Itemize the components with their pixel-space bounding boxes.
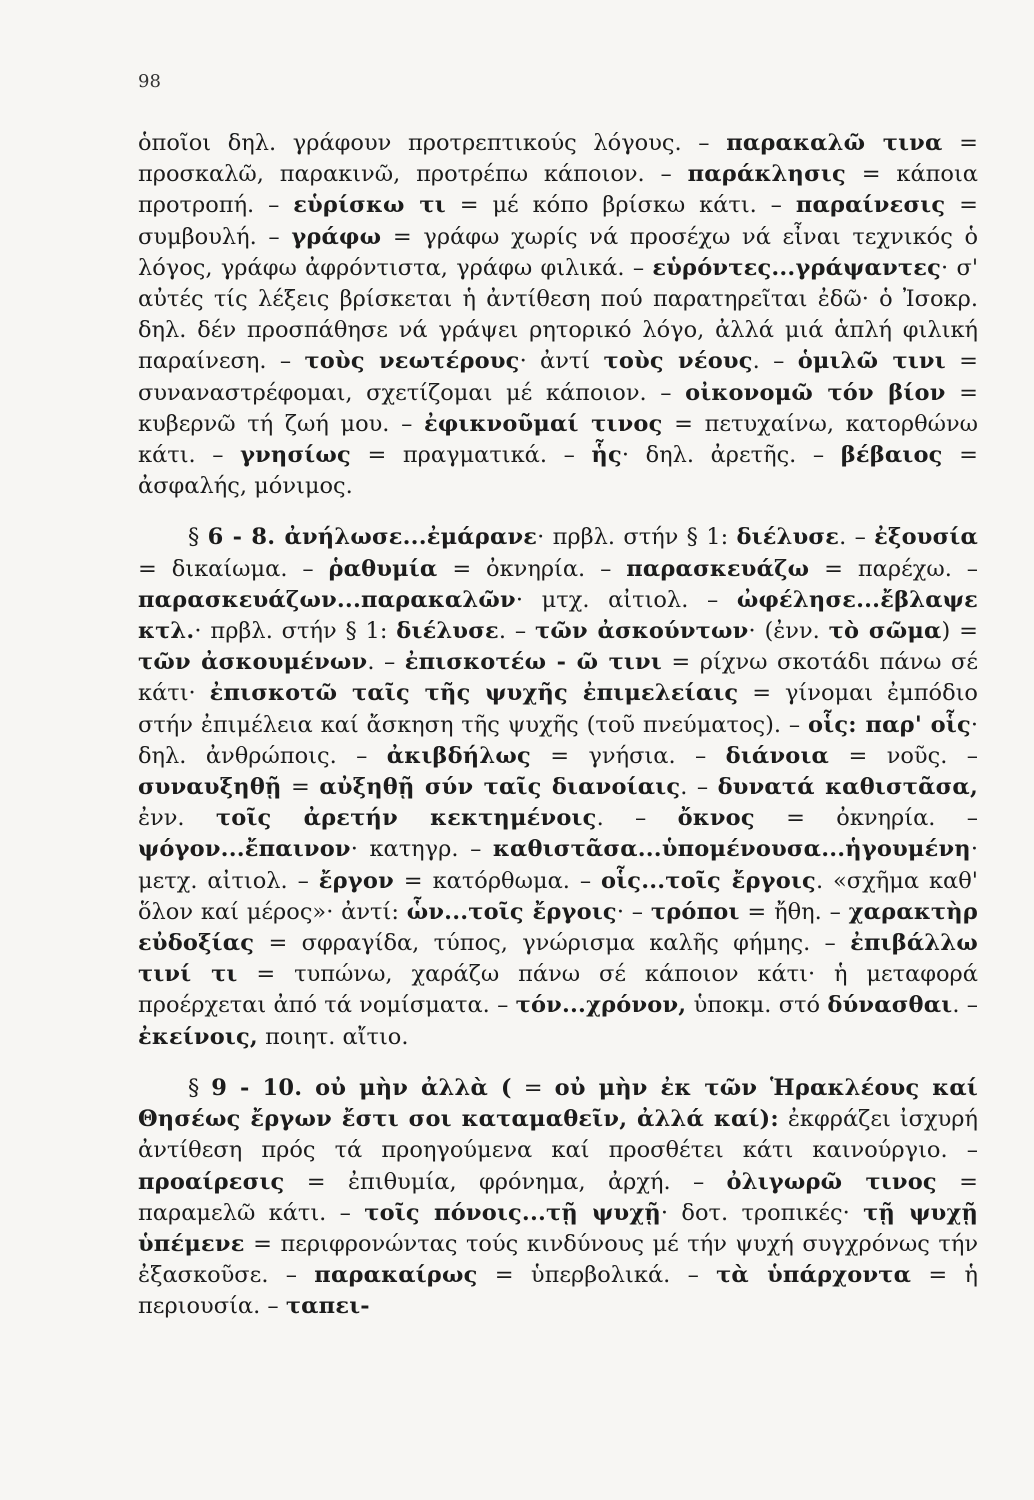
lemma-term: τοῖς ἀρετήν κεκτημένοις <box>215 805 597 832</box>
gloss-text: = περιφρονώντας τούς κινδύνους μέ τήν ψυχή συγχρόνως τήν ἐξασκοῦσε. – <box>138 1230 978 1289</box>
lemma-term: δύνασθαι <box>827 992 953 1019</box>
paragraph <box>138 522 978 1052</box>
gloss-text: · δηλ. ἀρετῆς. – <box>621 442 841 469</box>
lemma-term: τοὺς νέους <box>603 348 753 375</box>
gloss-text: = δικαίωμα. – <box>138 555 329 582</box>
lemma-term: ὁμιλῶ τινι <box>797 348 946 375</box>
gloss-text: · κατηγρ. – <box>350 836 493 863</box>
lemma-term: παρασκευάζω <box>626 555 810 582</box>
lemma-term: αὐξηθῇ σύν ταῖς διανοίαις <box>319 774 681 801</box>
lemma-term: συναυξηθῇ <box>138 774 282 801</box>
lemma-term: χαρακτὴρ εὐδοξίας <box>138 898 978 957</box>
lemma-term: παρακαλῶ τινα <box>726 130 943 156</box>
lemma-term: τῇ ψυχῇ ὑπέμενε <box>138 1199 979 1257</box>
gloss-text: = νοῦς. – <box>829 742 979 769</box>
page-number: 98 <box>138 71 161 92</box>
lemma-term: παράκλησις <box>687 161 846 188</box>
gloss-text: = προσκαλῶ, παρακινῶ, προτρέπω κάποιον. – <box>138 130 978 188</box>
lemma-term: ἀκιβδήλως <box>386 742 531 769</box>
gloss-text: . – <box>367 649 405 676</box>
gloss-text: = συναναστρέφομαι, σχετίζομαι μέ κάποιον. – <box>138 348 978 406</box>
gloss-text: ὑποκμ. στό <box>686 992 828 1019</box>
gloss-text: = <box>511 1074 555 1101</box>
lemma-term: τόν...χρόνον, <box>515 992 687 1019</box>
gloss-text: = τυπώνω, χαράζω πάνω σέ κάποιον κάτι· ἡ μεταφορά προέρχεται ἀπό τά νομίσματα. – <box>138 961 978 1019</box>
lemma-term: δυνατά καθιστᾶσα, <box>717 774 978 801</box>
gloss-text: = πραγματικά. – <box>350 442 592 469</box>
gloss-text: = παραμελῶ κάτι. – <box>138 1168 978 1226</box>
gloss-text: = κυβερνῶ τή ζωή μου. – <box>138 379 978 437</box>
gloss-text: = μέ κόπο βρίσκω κάτι. – <box>445 192 796 219</box>
gloss-text: ἐνν. <box>138 805 216 832</box>
gloss-text: = <box>281 774 320 801</box>
gloss-text: = ρίχνω σκοτάδι πάνω σέ κάτι· <box>138 649 978 707</box>
gloss-text: ἐκφράζει ἰσχυρή ἀντίθεση πρός τά προηγούμενα καί προσθέτει κάτι καινούργιο. – <box>138 1106 978 1164</box>
lemma-term: καθιστᾶσα...ὑπομένουσα...ἡγουμένη <box>492 836 971 863</box>
gloss-text: = ἡ περιουσία. – <box>138 1262 979 1320</box>
gloss-text: . – <box>498 618 535 645</box>
gloss-text: · μτχ. αἰτιολ. – <box>515 586 737 613</box>
gloss-text: . «σχῆμα καθ' ὅλον καί μέρος»· ἀντί: <box>138 867 978 925</box>
gloss-text: . – <box>752 348 798 375</box>
lemma-term: ἐξουσία <box>874 524 978 551</box>
lemma-term: ἔργον <box>318 867 394 894</box>
gloss-text: = κατόρθωμα. – <box>393 867 602 894</box>
gloss-text: = ἐπιθυμία, φρόνημα, ἀρχή. – <box>284 1168 727 1195</box>
gloss-text: · δοτ. τροπικές· <box>660 1199 864 1226</box>
gloss-text: = συμβουλή. – <box>138 192 978 250</box>
lemma-term: διέλυσε <box>736 524 840 551</box>
lemma-term: ὀλιγωρῶ τινος <box>726 1168 937 1195</box>
lemma-term: ἐπισκοτῶ ταῖς τῆς ψυχῆς ἐπιμελείαις <box>209 680 739 707</box>
gloss-text: = ὀκνηρία. – <box>437 555 627 582</box>
gloss-text: § <box>188 1074 212 1101</box>
gloss-text: · – <box>616 898 651 925</box>
gloss-text: . – <box>839 524 875 551</box>
lemma-term: ταπει- <box>285 1293 370 1320</box>
lemma-term: τῶν ἀσκουμένων <box>138 649 368 676</box>
lemma-term: 6 - 8. ἀνήλωσε...ἐμάρανε <box>207 524 538 551</box>
gloss-text: . – <box>680 774 718 801</box>
lemma-term: διάνοια <box>725 742 830 769</box>
lemma-term: βέβαιος <box>840 442 943 469</box>
gloss-text: . – <box>952 992 978 1019</box>
lemma-term: οἷς: παρ' οἷς <box>808 711 971 738</box>
lemma-term: ὠφέλησε...ἔβλαψε κτλ. <box>138 586 978 645</box>
gloss-text: = σφραγίδα, τύπος, γνώρισμα καλῆς φήμης. – <box>254 930 851 957</box>
gloss-text: . – <box>596 805 678 832</box>
lemma-term: ὄκνος <box>677 805 755 832</box>
gloss-text: = ὑπερβολικά. – <box>477 1262 717 1289</box>
paragraph <box>138 1073 978 1323</box>
lemma-term: τῶν ἀσκούντων <box>535 618 749 645</box>
lemma-term: προαίρεσις <box>138 1168 285 1195</box>
gloss-text: · σ' αὐτές τίς λέξεις βρίσκεται ἡ ἀντίθεση πού παρατηρεῖται ἐδῶ· ὁ Ἰσοκρ. δηλ. δέν προσπάθησε νά γράψει ρητορικό λόγο, ἀλλά μιά ἁπλή φιλική παραίνεση. – <box>138 254 978 375</box>
gloss-text: · (ἐνν. <box>748 618 829 645</box>
lemma-term: εὑρίσκω τι <box>293 192 446 219</box>
lemma-term: τοῖς πόνοις...τῇ ψυχῇ <box>364 1199 661 1226</box>
lemma-term: τοὺς νεωτέρους <box>304 348 520 375</box>
gloss-text: = γράφω χωρίς νά προσέχω νά εἶναι τεχνικός ὁ λόγος, γράφω ἀφρόντιστα, γράφω φιλικά. – <box>138 223 978 281</box>
lemma-term: γράφω <box>291 223 382 250</box>
gloss-text: ποιητ. αἴτιο. <box>257 1023 409 1050</box>
gloss-text: · πρβλ. στήν § 1: <box>537 524 737 551</box>
lemma-term: παρασκευάζων...παρακαλῶν <box>138 586 516 613</box>
lemma-term: ἧς <box>591 442 622 469</box>
gloss-text: = πετυχαίνω, κατορθώνω κάτι. – <box>138 410 978 469</box>
lemma-term: ἐπιβάλλω τινί τι <box>138 930 978 988</box>
lemma-term: ἐπισκοτέω - ῶ τινι <box>404 649 662 676</box>
gloss-text: ) = <box>941 618 978 645</box>
lemma-term: ἐκείνοις, <box>138 1023 258 1050</box>
lemma-term: τὰ ὑπάρχοντα <box>716 1262 912 1289</box>
lemma-term: ῥαθυμία <box>328 555 438 582</box>
lemma-term: γνησίως <box>240 442 351 469</box>
gloss-text: ὁποῖοι δηλ. γράφουν προτρεπτικούς λόγους. – <box>138 130 727 156</box>
lemma-term: οὐ μὴν ἐκ τῶν Ἡρακλέους καί Θησέως ἔργων ἔστι σοι καταμαθεῖν, ἀλλά καί): <box>138 1074 978 1133</box>
gloss-text: = ἀσφαλής, μόνιμος. <box>138 442 978 500</box>
body-text <box>138 128 978 1323</box>
gloss-text: · δηλ. ἀνθρώποις. – <box>138 711 978 769</box>
gloss-text: · μετχ. αἰτιολ. – <box>138 836 978 894</box>
gloss-text: = γίνομαι ἐμπόδιο στήν ἐπιμέλεια καί ἄσκηση τῆς ψυχῆς (τοῦ πνεύματος). – <box>138 680 978 738</box>
lemma-term: τὸ σῶμα <box>828 618 942 645</box>
lemma-term: τρόποι <box>650 898 740 925</box>
gloss-text: § <box>188 524 208 551</box>
lemma-term: παραίνεσις <box>795 192 946 219</box>
lemma-term: ἐφικνοῦμαί τινος <box>423 410 663 437</box>
lemma-term: διέλυσε <box>396 618 499 645</box>
lemma-term: παρακαίρως <box>314 1262 478 1289</box>
paragraph <box>138 128 978 502</box>
gloss-text: = ὀκνηρία. – <box>754 805 978 832</box>
gloss-text: = ἤθη. – <box>739 898 849 925</box>
lemma-term: οἰκονομῶ τόν βίον <box>685 379 946 406</box>
gloss-text: = παρέχω. – <box>809 555 978 582</box>
lemma-term: ὧν...τοῖς ἔργοις <box>406 898 617 925</box>
gloss-text: · πρβλ. στήν § 1: <box>194 618 397 645</box>
gloss-text: · ἀντί <box>519 348 604 375</box>
gloss-text: = γνήσια. – <box>530 742 726 769</box>
lemma-term: εὑρόντες...γράψαντες <box>652 254 942 281</box>
lemma-term: 9 - 10. οὐ μὴν ἀλλὰ ( <box>211 1074 512 1101</box>
lemma-term: οἷς...τοῖς ἔργοις <box>601 867 816 894</box>
gloss-text: = κάποια προτροπή. – <box>138 161 978 219</box>
lemma-term: ψόγον...ἔπαινον <box>138 836 351 863</box>
